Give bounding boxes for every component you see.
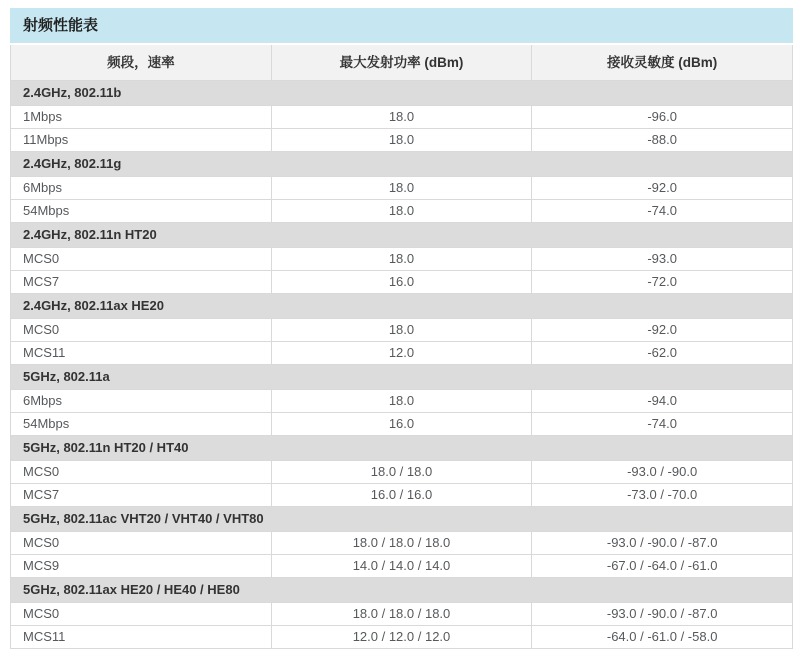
rx-sensitivity-cell: -92.0 — [532, 319, 793, 342]
section-label: 5GHz, 802.11ax HE20 / HE40 / HE80 — [11, 578, 793, 603]
rx-sensitivity-cell: -62.0 — [532, 342, 793, 365]
section-row — [11, 578, 793, 603]
rx-sensitivity-cell: -96.0 — [532, 106, 793, 129]
rx-sensitivity-cell: -94.0 — [532, 390, 793, 413]
rate-cell: MCS11 — [11, 342, 272, 365]
rate-cell: MCS0 — [11, 461, 272, 484]
tx-power-cell: 16.0 — [271, 271, 532, 294]
tx-power-cell: 18.0 — [271, 319, 532, 342]
rf-performance-table — [10, 45, 793, 649]
tx-power-cell: 18.0 — [271, 129, 532, 152]
rx-sensitivity-cell: -93.0 — [532, 248, 793, 271]
section-label: 2.4GHz, 802.11n HT20 — [11, 223, 793, 248]
section-label: 5GHz, 802.11n HT20 / HT40 — [11, 436, 793, 461]
tx-power-cell: 12.0 / 12.0 / 12.0 — [271, 626, 532, 649]
tx-power-cell: 18.0 — [271, 200, 532, 223]
rx-sensitivity-cell: -64.0 / -61.0 / -58.0 — [532, 626, 793, 649]
rate-cell: MCS0 — [11, 603, 272, 626]
section-row — [11, 365, 793, 390]
tx-power-cell: 18.0 / 18.0 / 18.0 — [271, 603, 532, 626]
table-row — [11, 106, 793, 129]
section-row — [11, 507, 793, 532]
section-label: 2.4GHz, 802.11b — [11, 81, 793, 106]
section-row — [11, 294, 793, 319]
rate-cell: 54Mbps — [11, 413, 272, 436]
tx-power-cell: 18.0 — [271, 248, 532, 271]
table-row — [11, 200, 793, 223]
rate-cell: MCS7 — [11, 271, 272, 294]
rate-cell: 54Mbps — [11, 200, 272, 223]
table-row — [11, 413, 793, 436]
section-row — [11, 152, 793, 177]
rx-sensitivity-cell: -93.0 / -90.0 / -87.0 — [532, 532, 793, 555]
rx-sensitivity-cell: -67.0 / -64.0 / -61.0 — [532, 555, 793, 578]
tx-power-cell: 16.0 / 16.0 — [271, 484, 532, 507]
table-row — [11, 319, 793, 342]
rx-sensitivity-cell: -73.0 / -70.0 — [532, 484, 793, 507]
section-label: 5GHz, 802.11ac VHT20 / VHT40 / VHT80 — [11, 507, 793, 532]
panel-title: 射频性能表 — [10, 8, 793, 43]
tx-power-cell: 18.0 / 18.0 — [271, 461, 532, 484]
table-row — [11, 626, 793, 649]
tx-power-cell: 14.0 / 14.0 / 14.0 — [271, 555, 532, 578]
rate-cell: 1Mbps — [11, 106, 272, 129]
table-row — [11, 248, 793, 271]
table-row — [11, 390, 793, 413]
rx-sensitivity-cell: -93.0 / -90.0 — [532, 461, 793, 484]
tx-power-cell: 18.0 — [271, 390, 532, 413]
section-label: 5GHz, 802.11a — [11, 365, 793, 390]
column-header-band-rate: 频段，速率 — [11, 45, 272, 81]
table-row — [11, 177, 793, 200]
section-row — [11, 223, 793, 248]
tx-power-cell: 16.0 — [271, 413, 532, 436]
tx-power-cell: 18.0 — [271, 106, 532, 129]
table-row — [11, 603, 793, 626]
table-row — [11, 129, 793, 152]
rate-cell: MCS11 — [11, 626, 272, 649]
rx-sensitivity-cell: -88.0 — [532, 129, 793, 152]
rx-sensitivity-cell: -74.0 — [532, 413, 793, 436]
tx-power-cell: 18.0 — [271, 177, 532, 200]
rate-cell: MCS0 — [11, 319, 272, 342]
tx-power-cell: 18.0 / 18.0 / 18.0 — [271, 532, 532, 555]
table-body — [11, 81, 793, 649]
tx-power-cell: 12.0 — [271, 342, 532, 365]
rate-cell: 6Mbps — [11, 177, 272, 200]
rx-sensitivity-cell: -93.0 / -90.0 / -87.0 — [532, 603, 793, 626]
table-header — [11, 45, 793, 81]
section-label: 2.4GHz, 802.11g — [11, 152, 793, 177]
rf-performance-panel — [10, 8, 793, 649]
rx-sensitivity-cell: -74.0 — [532, 200, 793, 223]
section-label: 2.4GHz, 802.11ax HE20 — [11, 294, 793, 319]
column-header-rx-sensitivity: 接收灵敏度 (dBm) — [532, 45, 793, 81]
rate-cell: 11Mbps — [11, 129, 272, 152]
table-row — [11, 461, 793, 484]
rate-cell: MCS9 — [11, 555, 272, 578]
section-row — [11, 436, 793, 461]
table-row — [11, 271, 793, 294]
header-row — [11, 45, 793, 81]
table-row — [11, 555, 793, 578]
section-row — [11, 81, 793, 106]
rate-cell: MCS0 — [11, 532, 272, 555]
table-row — [11, 532, 793, 555]
rx-sensitivity-cell: -92.0 — [532, 177, 793, 200]
rate-cell: MCS7 — [11, 484, 272, 507]
table-row — [11, 342, 793, 365]
column-header-max-tx-power: 最大发射功率 (dBm) — [271, 45, 532, 81]
rate-cell: MCS0 — [11, 248, 272, 271]
rx-sensitivity-cell: -72.0 — [532, 271, 793, 294]
rate-cell: 6Mbps — [11, 390, 272, 413]
table-row — [11, 484, 793, 507]
